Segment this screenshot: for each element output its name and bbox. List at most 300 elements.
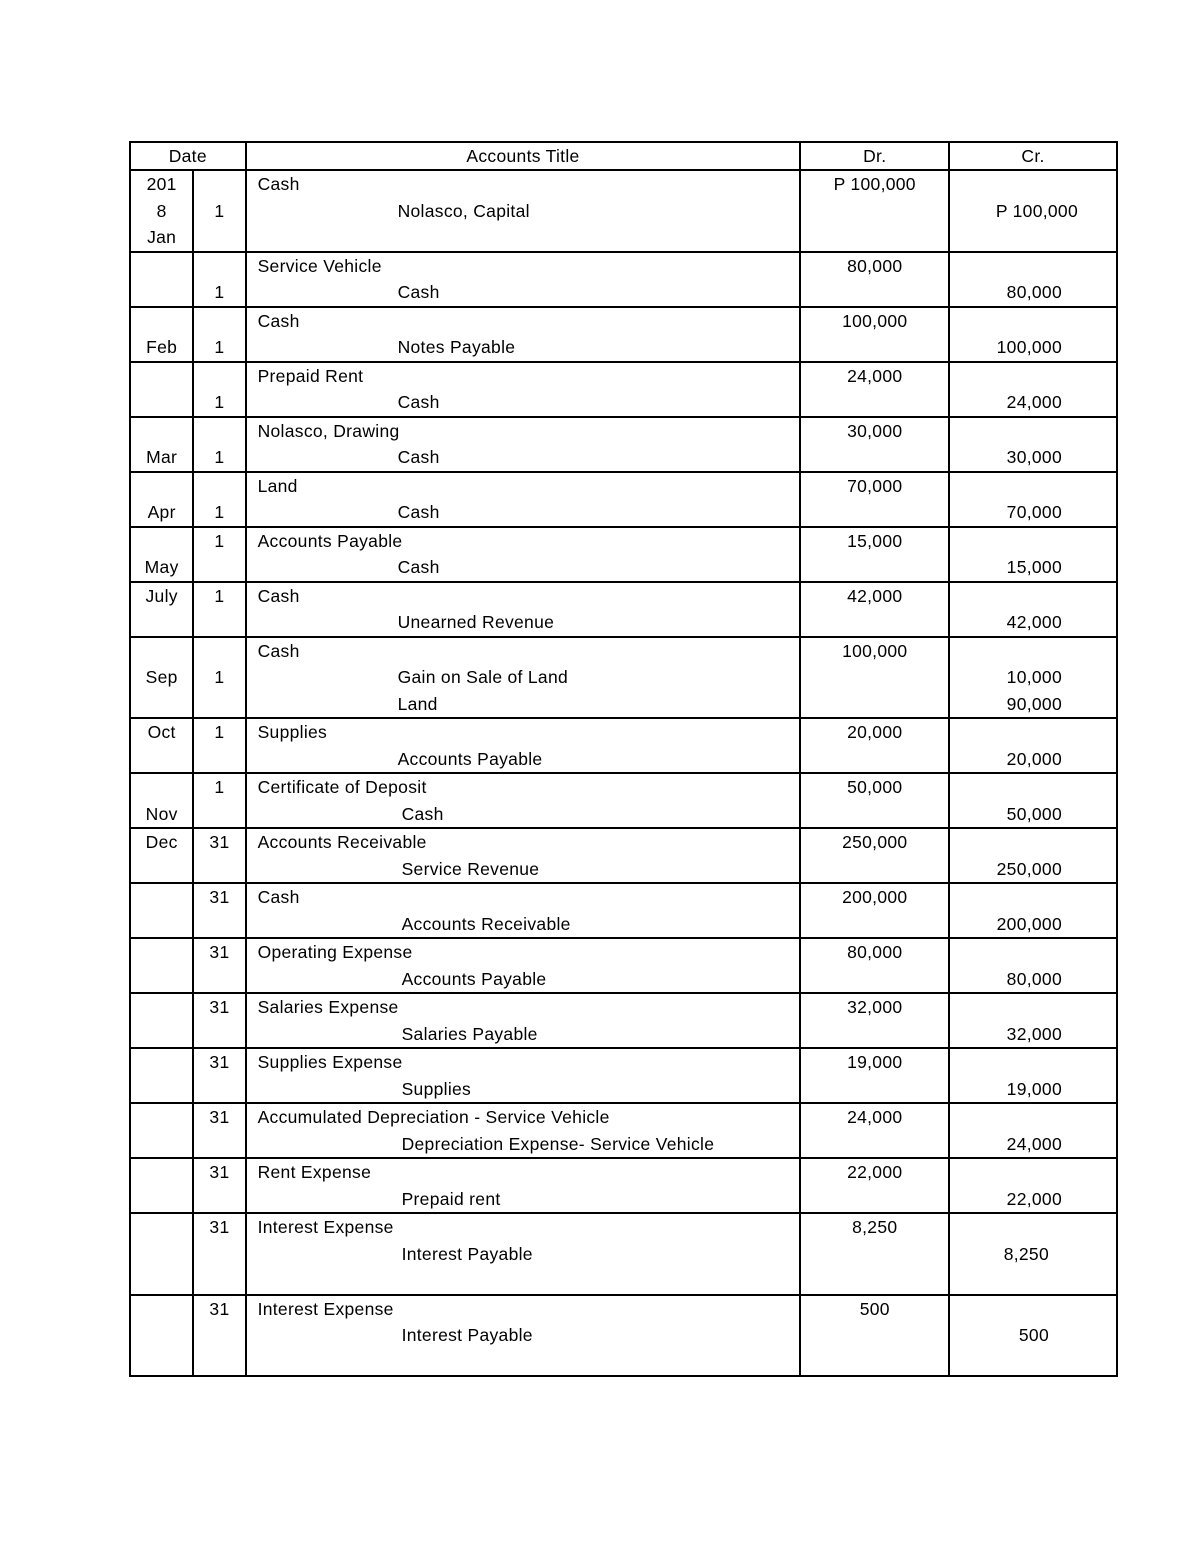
- debit-account: Nolasco, Drawing: [257, 420, 400, 441]
- entry-day: 1: [214, 585, 225, 606]
- credit-amount: 24,000: [1006, 392, 1062, 412]
- entry-credit-cell: [949, 582, 1117, 637]
- spacer: [950, 884, 1116, 911]
- spacer: [801, 746, 948, 773]
- credit-amount: 70,000: [1006, 502, 1062, 522]
- spacer: [950, 224, 1116, 251]
- header-credit: Cr.: [949, 142, 1117, 170]
- entry-credit-cell: [949, 472, 1117, 527]
- spacer: [131, 389, 192, 416]
- entry-day-cell: [193, 527, 245, 582]
- entry-month: Sep: [145, 667, 178, 687]
- spacer: [194, 1131, 244, 1158]
- spacer: [131, 528, 192, 555]
- debit-account: Cash: [257, 585, 300, 606]
- entry-day-cell: [193, 307, 245, 362]
- spacer: [801, 198, 948, 225]
- credit-amount: 250,000: [996, 858, 1062, 879]
- header-account-title: Accounts Title: [246, 142, 801, 170]
- spacer: [950, 1049, 1116, 1076]
- entry-day-cell: [193, 1213, 245, 1295]
- spacer: [801, 554, 948, 581]
- entry-accounts-cell: [246, 883, 801, 938]
- spacer: [194, 966, 244, 993]
- spacer: [801, 1349, 948, 1376]
- debit-amount: 15,000: [847, 530, 903, 551]
- spacer: [131, 884, 192, 911]
- credit-amount: 200,000: [996, 913, 1062, 934]
- entry-month: Dec: [145, 832, 178, 852]
- entry-accounts-cell: [246, 170, 801, 252]
- entry-credit-cell: [949, 362, 1117, 417]
- spacer: [131, 253, 192, 280]
- entry-day-cell: [193, 1295, 245, 1377]
- spacer: [801, 911, 948, 938]
- entry-accounts-cell: [246, 993, 801, 1048]
- journal-entry-row: [130, 1295, 1117, 1377]
- spacer: [131, 638, 192, 665]
- entry-debit-cell: [800, 472, 949, 527]
- credit-amount: 20,000: [1006, 748, 1062, 769]
- spacer: [194, 554, 244, 581]
- debit-amount: P 100,000: [833, 174, 916, 194]
- spacer: [131, 1241, 192, 1268]
- spacer: [131, 1104, 192, 1131]
- entry-credit-cell: [949, 252, 1117, 307]
- spacer: [131, 1076, 192, 1103]
- journal-entry-row: [130, 307, 1117, 362]
- journal-entry-row: [130, 938, 1117, 993]
- entry-month-cell: [130, 417, 193, 472]
- entry-day-cell: [193, 938, 245, 993]
- entry-day: 31: [209, 1298, 230, 1319]
- spacer: [194, 473, 244, 500]
- spacer: [801, 1241, 948, 1268]
- debit-amount: 500: [859, 1298, 890, 1319]
- credit-amount: 19,000: [1006, 1078, 1062, 1099]
- entry-debit-cell: [800, 1103, 949, 1158]
- entry-day-cell: [193, 417, 245, 472]
- spacer: [131, 308, 192, 335]
- spacer: [950, 774, 1116, 801]
- entry-month: Nov: [145, 803, 178, 824]
- journal-entry-row: [130, 1213, 1117, 1295]
- spacer: [194, 1021, 244, 1048]
- spacer: [950, 171, 1116, 198]
- spacer: [247, 224, 800, 251]
- entry-credit-cell: [949, 170, 1117, 252]
- spacer: [131, 363, 192, 390]
- credit-account: Interest Payable: [401, 1325, 533, 1345]
- debit-amount: 80,000: [847, 255, 903, 276]
- credit-account: Cash: [397, 557, 440, 577]
- spacer: [131, 418, 192, 445]
- entry-accounts-cell: [246, 637, 801, 719]
- spacer: [131, 746, 192, 773]
- entry-day-cell: [193, 472, 245, 527]
- debit-account: Prepaid Rent: [257, 365, 364, 386]
- spacer: [950, 473, 1116, 500]
- credit-account: Accounts Receivable: [401, 913, 571, 934]
- spacer: [950, 1104, 1116, 1131]
- spacer: [950, 583, 1116, 610]
- spacer: [131, 279, 192, 306]
- spacer: [194, 418, 244, 445]
- entry-accounts-cell: [246, 1158, 801, 1213]
- entry-debit-cell: [800, 1295, 949, 1377]
- entry-accounts-cell: [246, 1048, 801, 1103]
- debit-amount: 250,000: [842, 832, 908, 852]
- journal-entry-row: [130, 252, 1117, 307]
- spacer: [194, 746, 244, 773]
- entry-credit-cell: [949, 307, 1117, 362]
- credit-account: Cash: [401, 803, 444, 824]
- entry-month-cell: [130, 883, 193, 938]
- entry-month: Apr: [147, 502, 176, 522]
- entry-accounts-cell: [246, 1295, 801, 1377]
- entry-month-cell: [130, 472, 193, 527]
- spacer: [801, 856, 948, 883]
- entry-day: 1: [214, 722, 225, 742]
- entry-accounts-cell: [246, 1213, 801, 1295]
- debit-account: Cash: [257, 174, 300, 194]
- entry-day-cell: [193, 883, 245, 938]
- entry-month: Feb: [146, 337, 178, 357]
- credit-account: Cash: [397, 282, 440, 302]
- spacer: [950, 939, 1116, 966]
- entry-month: Jan: [147, 227, 177, 247]
- debit-amount: 19,000: [847, 1052, 903, 1072]
- credit-amount: 42,000: [1006, 612, 1062, 632]
- entry-day: 31: [209, 1107, 230, 1127]
- spacer: [131, 473, 192, 500]
- entry-month-cell: [130, 527, 193, 582]
- entry-accounts-cell: [246, 527, 801, 582]
- entry-day-cell: [193, 993, 245, 1048]
- spacer: [194, 1322, 244, 1349]
- entry-month-cell: [130, 718, 193, 773]
- spacer: [950, 418, 1116, 445]
- entry-month: 201: [146, 174, 177, 194]
- spacer: [194, 1186, 244, 1213]
- credit-account: Notes Payable: [397, 337, 516, 357]
- entry-month-cell: [130, 1213, 193, 1295]
- spacer: [131, 966, 192, 993]
- entry-accounts-cell: [246, 1103, 801, 1158]
- entry-month-cell: [130, 1103, 193, 1158]
- debit-amount: 80,000: [847, 942, 903, 962]
- entry-debit-cell: [800, 1213, 949, 1295]
- entry-month-cell: [130, 993, 193, 1048]
- credit-amount: 50,000: [1006, 803, 1062, 824]
- spacer: [194, 1267, 244, 1294]
- spacer: [131, 1349, 192, 1376]
- credit-account: Cash: [397, 447, 440, 467]
- entry-debit-cell: [800, 883, 949, 938]
- entry-month-cell: [130, 252, 193, 307]
- debit-account: Supplies: [257, 722, 328, 742]
- spacer: [950, 1214, 1116, 1241]
- debit-account: Cash: [257, 640, 300, 661]
- spacer: [801, 334, 948, 361]
- credit-account: Interest Payable: [401, 1243, 533, 1264]
- spacer: [194, 308, 244, 335]
- debit-account: Interest Expense: [257, 1298, 394, 1319]
- journal-entry-row: [130, 773, 1117, 828]
- credit-amount: 15,000: [1006, 557, 1062, 577]
- spacer: [194, 911, 244, 938]
- debit-amount: 24,000: [847, 365, 903, 386]
- entry-credit-cell: [949, 883, 1117, 938]
- entry-accounts-cell: [246, 773, 801, 828]
- journal-entry-row: [130, 828, 1117, 883]
- entry-day-cell: [193, 773, 245, 828]
- spacer: [131, 1267, 192, 1294]
- journal-entry-row: [130, 1158, 1117, 1213]
- spacer: [801, 444, 948, 471]
- credit-amount: 32,000: [1006, 1023, 1062, 1044]
- entry-accounts-cell: [246, 417, 801, 472]
- spacer: [194, 609, 244, 636]
- entry-day-cell: [193, 252, 245, 307]
- journal-entry-row: [130, 417, 1117, 472]
- spacer: [194, 253, 244, 280]
- debit-amount: 100,000: [842, 310, 908, 331]
- entry-month-cell: [130, 1295, 193, 1377]
- credit-account: Nolasco, Capital: [397, 200, 530, 221]
- entry-day-cell: [193, 637, 245, 719]
- entry-credit-cell: [949, 637, 1117, 719]
- entry-month: Mar: [146, 447, 178, 467]
- spacer: [131, 774, 192, 801]
- spacer: [131, 1322, 192, 1349]
- credit-amount: 24,000: [1006, 1133, 1062, 1154]
- debit-account: Certificate of Deposit: [257, 777, 427, 797]
- spacer: [801, 691, 948, 718]
- entry-month: Oct: [147, 722, 176, 742]
- entry-day: 31: [209, 997, 230, 1017]
- entry-debit-cell: [800, 938, 949, 993]
- entry-day: 31: [209, 887, 230, 907]
- entry-accounts-cell: [246, 718, 801, 773]
- entry-debit-cell: [800, 417, 949, 472]
- spacer: [131, 691, 192, 718]
- entry-day: 1: [214, 777, 225, 797]
- entry-day: 31: [209, 1052, 230, 1072]
- entry-day-cell: [193, 170, 245, 252]
- entry-day-cell: [193, 362, 245, 417]
- entry-credit-cell: [949, 938, 1117, 993]
- journal-entry-row: [130, 362, 1117, 417]
- debit-amount: 200,000: [842, 887, 908, 907]
- spacer: [131, 1049, 192, 1076]
- spacer: [801, 1267, 948, 1294]
- spacer: [950, 308, 1116, 335]
- credit-amount: 80,000: [1006, 968, 1062, 989]
- entry-credit-cell: [949, 1103, 1117, 1158]
- spacer: [194, 691, 244, 718]
- debit-amount: 42,000: [847, 585, 903, 606]
- entry-debit-cell: [800, 527, 949, 582]
- entry-debit-cell: [800, 1048, 949, 1103]
- spacer: [950, 1159, 1116, 1186]
- entry-credit-cell: [949, 1213, 1117, 1295]
- entry-month-cell: [130, 1158, 193, 1213]
- entry-day-cell: [193, 1048, 245, 1103]
- credit-account: Service Revenue: [401, 858, 540, 879]
- spacer: [801, 1021, 948, 1048]
- entry-debit-cell: [800, 252, 949, 307]
- spacer: [801, 801, 948, 828]
- credit-account: Gain on Sale of Land: [397, 667, 569, 687]
- spacer: [131, 994, 192, 1021]
- credit-amount: 30,000: [1006, 447, 1062, 467]
- debit-amount: 30,000: [847, 420, 903, 441]
- entry-month: July: [145, 585, 178, 606]
- spacer: [950, 829, 1116, 856]
- spacer: [801, 1076, 948, 1103]
- debit-account: Rent Expense: [257, 1162, 372, 1182]
- entry-debit-cell: [800, 582, 949, 637]
- debit-amount: 20,000: [847, 722, 903, 742]
- spacer: [801, 389, 948, 416]
- debit-account: Accumulated Depreciation - Service Vehicle: [257, 1107, 610, 1127]
- spacer: [131, 911, 192, 938]
- spacer: [950, 1267, 1116, 1294]
- spacer: [131, 1296, 192, 1323]
- entry-day: 1: [214, 502, 225, 522]
- journal-body: [130, 170, 1117, 1376]
- spacer: [801, 224, 948, 251]
- credit-account: Accounts Payable: [397, 748, 543, 769]
- entry-accounts-cell: [246, 938, 801, 993]
- spacer: [194, 1349, 244, 1376]
- spacer: [194, 856, 244, 883]
- credit-amount: 8,250: [1003, 1243, 1049, 1264]
- credit-account: Salaries Payable: [401, 1023, 538, 1044]
- journal-entry-row: [130, 170, 1117, 252]
- entry-debit-cell: [800, 362, 949, 417]
- entry-month-cell: [130, 582, 193, 637]
- spacer: [194, 638, 244, 665]
- debit-account: Accounts Payable: [257, 530, 403, 551]
- journal-entry-row: [130, 637, 1117, 719]
- credit-amount: 100,000: [996, 337, 1062, 357]
- entry-month-cell: [130, 637, 193, 719]
- entry-day: 31: [209, 942, 230, 962]
- spacer: [247, 1349, 800, 1376]
- entry-credit-cell: [949, 828, 1117, 883]
- journal-entry-row: [130, 582, 1117, 637]
- spacer: [131, 1021, 192, 1048]
- spacer: [801, 609, 948, 636]
- entry-month-cell: [130, 1048, 193, 1103]
- entry-day-cell: [193, 828, 245, 883]
- spacer: [131, 1186, 192, 1213]
- debit-account: Salaries Expense: [257, 997, 399, 1017]
- header-date: Date: [130, 142, 246, 170]
- debit-account: Service Vehicle: [257, 255, 382, 276]
- entry-month-cell: [130, 170, 193, 252]
- journal-entry-row: [130, 993, 1117, 1048]
- entry-credit-cell: [949, 1295, 1117, 1377]
- journal-entry-row: [130, 883, 1117, 938]
- spacer: [801, 1186, 948, 1213]
- credit-account: Prepaid rent: [401, 1188, 501, 1209]
- spacer: [950, 528, 1116, 555]
- credit-account: Cash: [397, 502, 440, 522]
- spacer: [131, 1159, 192, 1186]
- credit-amount: 80,000: [1006, 282, 1062, 302]
- entry-day: 31: [209, 832, 230, 852]
- spacer: [950, 638, 1116, 665]
- entry-day: 1: [214, 667, 225, 687]
- spacer: [801, 1131, 948, 1158]
- debit-amount: 70,000: [847, 475, 903, 496]
- entry-month-cell: [130, 938, 193, 993]
- spacer: [247, 1267, 800, 1294]
- entry-month-cell: [130, 362, 193, 417]
- debit-account: Interest Expense: [257, 1217, 394, 1237]
- entry-debit-cell: [800, 1158, 949, 1213]
- entry-credit-cell: [949, 718, 1117, 773]
- journal-entry-row: [130, 472, 1117, 527]
- debit-account: Land: [257, 475, 298, 496]
- debit-account: Operating Expense: [257, 942, 413, 962]
- spacer: [950, 994, 1116, 1021]
- spacer: [950, 1296, 1116, 1323]
- entry-accounts-cell: [246, 472, 801, 527]
- entry-day: 1: [214, 200, 225, 221]
- spacer: [950, 719, 1116, 746]
- journal-entry-row: [130, 527, 1117, 582]
- entry-day-cell: [193, 582, 245, 637]
- entry-day: 31: [209, 1162, 230, 1182]
- entry-accounts-cell: [246, 828, 801, 883]
- journal-entry-row: [130, 1048, 1117, 1103]
- journal-table: [129, 141, 1118, 1377]
- entry-debit-cell: [800, 993, 949, 1048]
- credit-account: Unearned Revenue: [397, 612, 555, 632]
- entry-credit-cell: [949, 993, 1117, 1048]
- entry-day-cell: [193, 1103, 245, 1158]
- debit-amount: 24,000: [847, 1107, 903, 1127]
- entry-credit-cell: [949, 1158, 1117, 1213]
- spacer: [801, 1322, 948, 1349]
- spacer: [801, 664, 948, 691]
- entry-debit-cell: [800, 773, 949, 828]
- debit-account: Cash: [257, 310, 300, 331]
- debit-amount: 32,000: [847, 997, 903, 1017]
- entry-credit-cell: [949, 527, 1117, 582]
- entry-debit-cell: [800, 828, 949, 883]
- debit-amount: 50,000: [847, 777, 903, 797]
- entry-day: 1: [214, 447, 225, 467]
- entry-month-cell: [130, 828, 193, 883]
- journal-entry-row: [130, 1103, 1117, 1158]
- debit-amount: 100,000: [842, 640, 908, 661]
- entry-day-cell: [193, 1158, 245, 1213]
- entry-debit-cell: [800, 637, 949, 719]
- debit-account: Cash: [257, 887, 300, 907]
- entry-day: 1: [214, 282, 225, 302]
- header-row: [130, 142, 1117, 170]
- spacer: [131, 939, 192, 966]
- credit-amount: P 100,000: [995, 200, 1078, 221]
- debit-amount: 22,000: [847, 1162, 903, 1182]
- spacer: [801, 279, 948, 306]
- credit-amount: 10,000: [1006, 667, 1062, 687]
